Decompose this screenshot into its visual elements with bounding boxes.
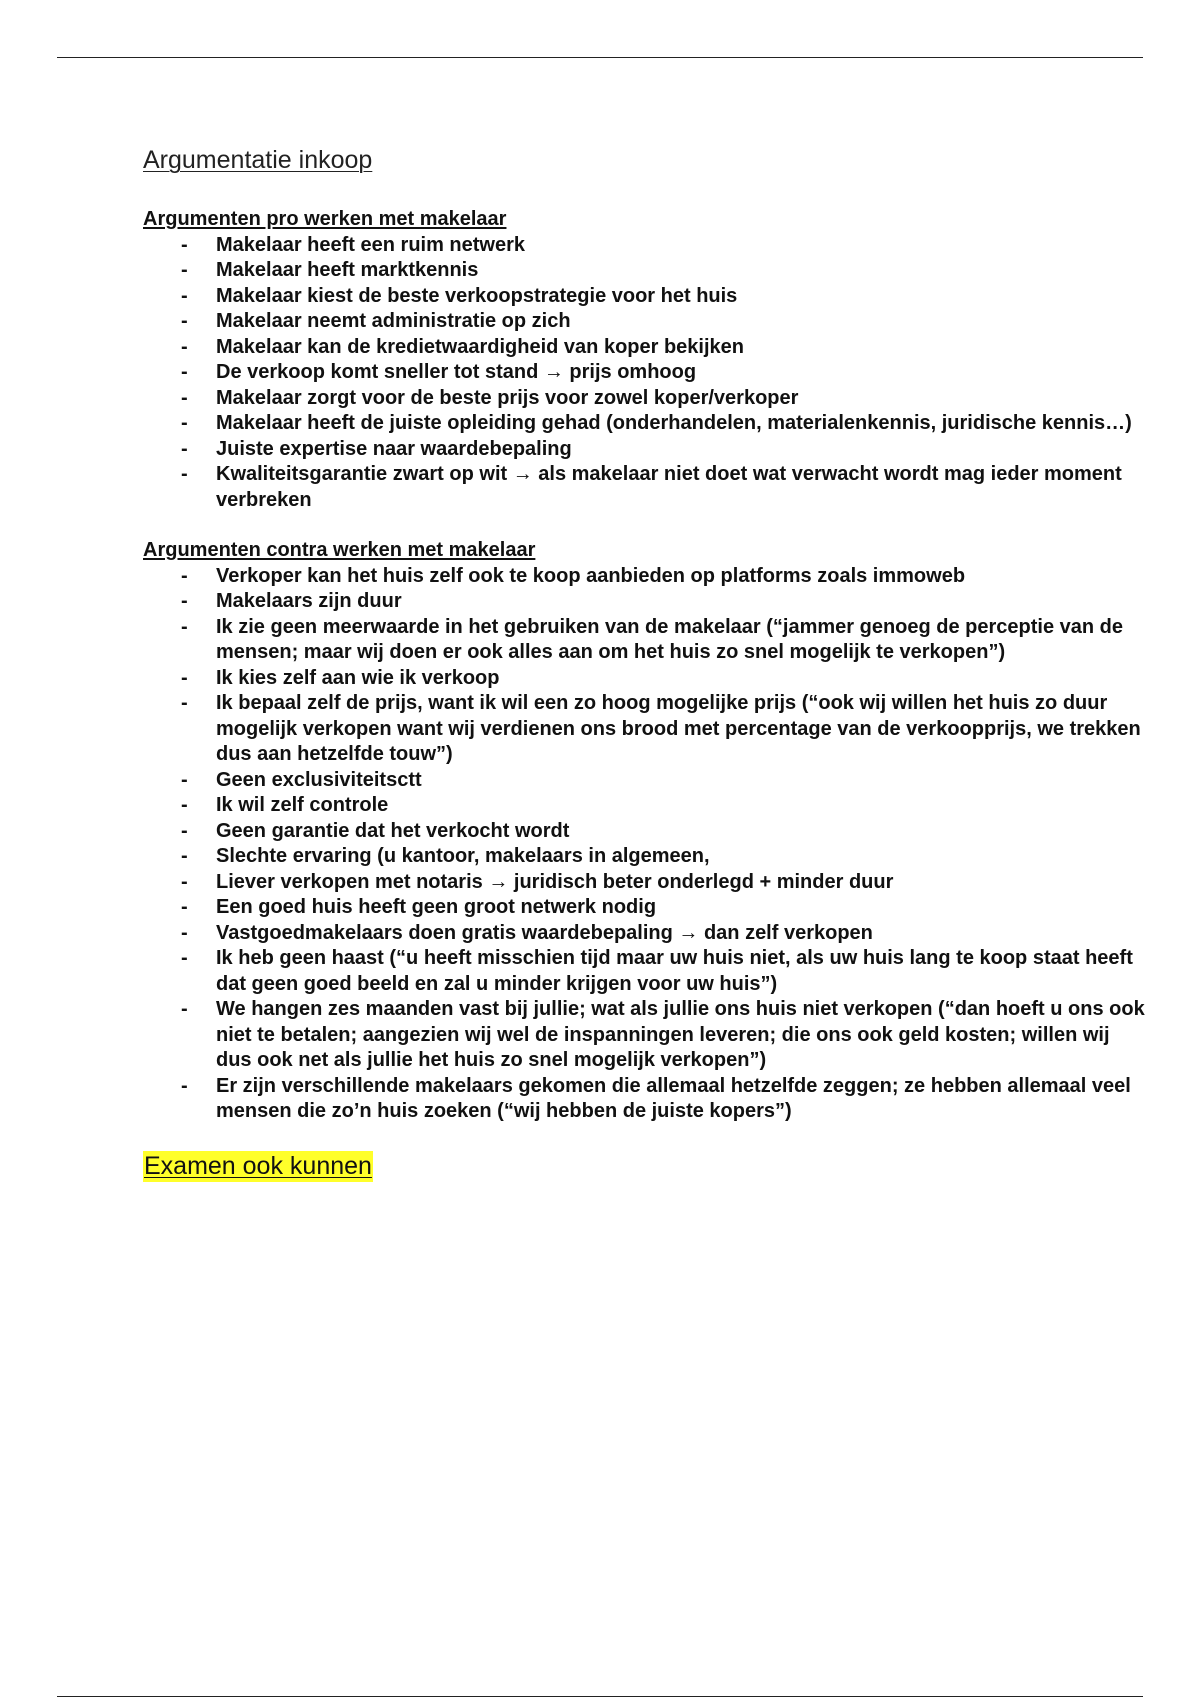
document-body — [143, 143, 1143, 1182]
bullet-dash: - — [181, 819, 188, 842]
list-item — [143, 462, 1146, 513]
list-item-text: Slechte ervaring (u kantoor, makelaars in algemeen, — [216, 845, 710, 867]
bullet-dash: - — [181, 615, 188, 638]
list-item-text: Kwaliteitsgarantie zwart op wit → als makelaar niet doet wat verwacht wordt mag ieder moment verbreken — [216, 463, 1122, 511]
list-item — [143, 946, 1146, 997]
list-item-text: Makelaar zorgt voor de beste prijs voor zowel koper/verkoper — [216, 386, 799, 409]
list-item-text: De verkoop komt sneller tot stand → prijs omhoog — [216, 361, 697, 383]
list-item-text: Makelaars zijn duur — [216, 590, 402, 612]
bullet-dash: - — [181, 666, 188, 689]
contra-list — [143, 564, 1143, 1125]
list-item-text: Een goed huis heeft geen groot netwerk nodig — [216, 896, 657, 918]
list-item-text: Ik zie geen meerwaarde in het gebruiken van de makelaar (“jammer genoeg de perceptie van de mensen; maar wij doen er ook alles aan om het huis zo snel mogelijk te verkopen”) — [216, 615, 1124, 663]
list-item — [143, 615, 1146, 666]
bullet-dash: - — [181, 947, 188, 969]
list-item — [143, 360, 1146, 386]
bullet-dash: - — [181, 794, 188, 816]
contra-heading: Argumenten contra werken met makelaar — [143, 539, 536, 561]
list-item — [143, 921, 1146, 947]
list-item — [143, 335, 1146, 361]
list-item-text: Geen exclusiviteitsctt — [216, 768, 422, 791]
list-item — [143, 870, 1146, 896]
list-item-text: Ik heb geen haast (“u heeft misschien tijd maar uw huis niet, als uw huis lang te koop staat heeft dat geen goed beeld en zal u minder krijgen voor uw huis”) — [216, 947, 1133, 995]
bullet-dash: - — [181, 233, 188, 256]
bullet-dash: - — [181, 412, 188, 434]
bullet-dash: - — [181, 896, 188, 918]
list-item-text: Ik kies zelf aan wie ik verkoop — [216, 666, 500, 689]
list-item — [143, 768, 1146, 794]
list-item-text: Makelaar kan de kredietwaardigheid van koper bekijken — [216, 335, 744, 358]
list-item-text: Verkoper kan het huis zelf ook te koop aanbieden op platforms zoals immoweb — [216, 564, 966, 587]
bullet-dash: - — [181, 921, 188, 944]
list-item-text: Liever verkopen met notaris → juridisch beter onderlegd + minder duur — [216, 870, 894, 893]
pro-section — [143, 207, 1143, 513]
bullet-dash: - — [181, 284, 188, 307]
list-item — [143, 1074, 1146, 1125]
bullet-dash: - — [181, 437, 188, 460]
list-item-text: Ik wil zelf controle — [216, 794, 389, 816]
list-item — [143, 844, 1146, 870]
list-item — [143, 564, 1146, 590]
bullet-dash: - — [181, 463, 188, 485]
page-top-rule — [57, 57, 1143, 58]
pro-heading: Argumenten pro werken met makelaar — [143, 208, 507, 230]
list-item — [143, 411, 1146, 437]
document-title: Argumentatie inkoop — [143, 146, 373, 174]
list-item — [143, 258, 1146, 284]
list-item — [143, 233, 1146, 259]
list-item-text: Makelaar neemt administratie op zich — [216, 310, 571, 332]
list-item-text: Makelaar heeft marktkennis — [216, 259, 479, 281]
bullet-dash: - — [181, 1074, 188, 1097]
list-item-text: Ik bepaal zelf de prijs, want ik wil een zo hoog mogelijke prijs (“ook wij willen het huis zo duur mogelijk verkopen want wij verdienen ons brood met percentage van de verkoopprijs, we trekken dus aan hetzelfde touw”) — [216, 692, 1141, 765]
list-item-text: Makelaar heeft de juiste opleiding gehad (onderhandelen, materialenkennis, juridische kennis…) — [216, 412, 1132, 434]
list-item-text: Vastgoedmakelaars doen gratis waardebepaling → dan zelf verkopen — [216, 921, 873, 944]
bullet-dash: - — [181, 768, 188, 791]
list-item-text: Er zijn verschillende makelaars gekomen die allemaal hetzelfde zeggen; ze hebben allemaal veel mensen die zo’n huis zoeken (“wij hebben de juiste kopers”) — [216, 1074, 1131, 1122]
bullet-dash: - — [181, 845, 188, 867]
bullet-dash: - — [181, 361, 188, 383]
list-item — [143, 819, 1146, 845]
list-item-text: Juiste expertise naar waardebepaling — [216, 437, 572, 460]
list-item — [143, 589, 1146, 615]
list-item — [143, 895, 1146, 921]
bullet-dash: - — [181, 590, 188, 612]
bullet-dash: - — [181, 335, 188, 358]
bullet-dash: - — [181, 692, 188, 714]
bullet-dash: - — [181, 564, 188, 587]
bullet-dash: - — [181, 998, 188, 1020]
page-bottom-rule — [57, 1696, 1143, 1697]
list-item — [143, 793, 1146, 819]
list-item — [143, 309, 1146, 335]
bullet-dash: - — [181, 259, 188, 281]
pro-list — [143, 233, 1143, 514]
bullet-dash: - — [181, 386, 188, 409]
list-item — [143, 691, 1146, 768]
list-item — [143, 437, 1146, 463]
list-item-text: Makelaar heeft een ruim netwerk — [216, 233, 526, 256]
list-item — [143, 386, 1146, 412]
section-gap — [143, 513, 1143, 538]
list-item — [143, 666, 1146, 692]
bullet-dash: - — [181, 870, 188, 893]
list-item-text: Makelaar kiest de beste verkoopstrategie voor het huis — [216, 284, 738, 307]
list-item — [143, 997, 1146, 1074]
bullet-dash: - — [181, 310, 188, 332]
list-item — [143, 284, 1146, 310]
list-item-text: We hangen zes maanden vast bij jullie; wat als jullie ons huis niet verkopen (“dan hoeft u ons ook niet te betalen; aangezien wij wel de inspanningen leveren; die ons ook geld kosten; willen wij dus ook net als jullie het huis zo snel mogelijk verkopen”) — [216, 998, 1145, 1071]
list-item-text: Geen garantie dat het verkocht wordt — [216, 819, 570, 842]
contra-section — [143, 538, 1143, 1125]
highlighted-note: Examen ook kunnen — [144, 1151, 372, 1180]
